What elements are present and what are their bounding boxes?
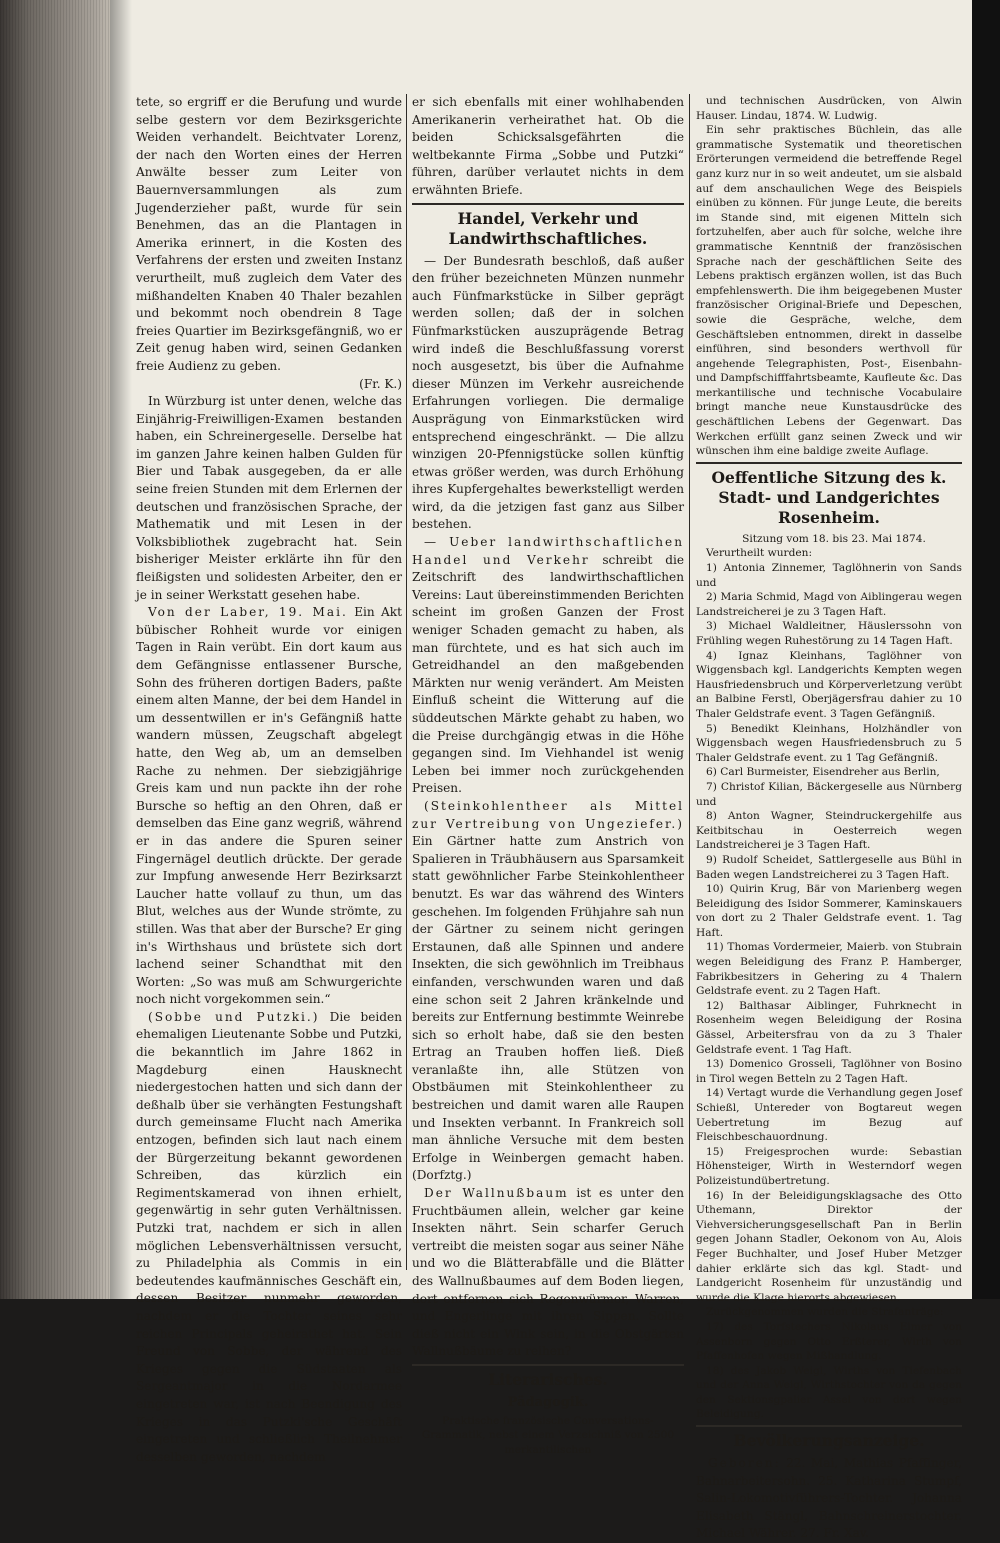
scan-border <box>972 0 1000 1299</box>
column-rule <box>689 94 690 1270</box>
list-item: 16) In der Beleidigungsklagsache des Otto Uthemann, Direktor der Viehversicherungsgesellschaft Pan in Berlin gegen Johann Stadler, Oekonom von Au, Alois Feger Buchhalter, und Josef Huber Metzger dahier erklärte sich das kgl. Stadt- und Landgericht Rosenheim für unzuständig und wurde die Klage hierorts abgewiesen. <box>696 1189 962 1304</box>
book-review: Ein sehr praktisches Büchlein, das alle grammatische Systematik und theoretischen Erörterungen vermeidend die betreffende Regel ganz kurz nur in so weit andeutet, um sie alsbald auf dem anschaulichen Wege des Beispiels einüben zu können. Für junge Leute, die bereits im Stande sind, mit eigenen Mitteln sich fortzuhelfen, aber auch für solche, welche ihre grammatische Kenntniß der französischen Sprache nach der geschäftlichen Seite des Lebens praktisch ergänzen wollen, ist das Buch empfehlenswerth. Die ihm beigegebenen Muster französischer Original-Briefe und Depeschen, sowie die Gespräche, welche, dem Geschäftsleben entnommen, direkt in dasselbe einführen, sind besonders werthvoll für angehende Telegraphisten, Post-, Eisenbahn- und Dampfschifffahrtsbeamte, Kaufleute &c. Das merkantilische und technische Vocabulaire bringt manche neue Kunstausdrücke des geschäftlichen Lebens der Gegenwart. Das Werkchen erfüllt ganz seinen Zweck und wir wünschen ihm eine baldige zweite Auflage. <box>696 124 962 458</box>
list-item: 17) des Torfstechers Nikolaus Eimer von Assenborn gegen Otto Erßterer, Wirth von Pfaffenhofen wegen Mißhandlung. <box>696 1320 962 1363</box>
article-sobbe-putzki <box>136 1009 402 1466</box>
list-item: 9) Rudolf Scheidet, Sattlergeselle aus Bühl in Baden wegen Landstreicherei zu 3 Tagen Haft. <box>696 853 962 881</box>
convicted-label: Verurtheilt wurden: <box>706 547 813 560</box>
list-item: 2) Maria Schmid, Magd von Aiblingerau wegen Landstreicherei je zu 3 Tagen Haft. <box>696 591 962 618</box>
list-item: Zurückgenommen wurden die Strafanträge: <box>706 1306 944 1319</box>
article-text: tete, so ergriff er die Berufung und wurde selbe gestern vor dem Bezirksgerichte Weiden verhandelt. Beichtvater Lorenz, der nach den Worten eines der Herren Anwälte besser zum Leiter von Bauernversammlungen als zum Jugenderzieher paßt, wurde für sein Benehmen, das an die Plantagen in Amerika erinnert, in die Kosten des Verfahrens der ersten und zweiten Instanz verurtheilt, muß zugleich dem Vater des mißhandelten Knaben 40 Thaler bezahlen und bekommt noch obendrein 8 Tage freies Quartier im Bezirksgefängniß, wo er Zeit genug haben wird, seinen Gedanken freie Audienz zu geben. <box>136 95 402 373</box>
section-heading-court: Oeffentliche Sitzung des k. Stadt- und Landgerichtes Rosenheim. <box>711 467 947 527</box>
list-item: 5) Benedikt Kleinhans, Holzhändler von Wiggensbach wegen Hausfriedensbruch zu 5 Thaler Geldstrafe event. zu 1 Tag Gefängniß. <box>696 722 962 764</box>
session-dates: Sitzung vom 18. bis 23. Mai 1874. <box>742 532 926 545</box>
list-item: 12) Balthasar Aiblinger, Fuhrknecht in Rosenheim wegen Beleidigung der Rosina Gässel, Arbeitersfrau von da zu 3 Thaler Geldstrafe event. 1 Tag Haft. <box>696 999 962 1056</box>
list-item: 6) Carl Burmeister, Eisendreher aus Berlin, <box>706 766 940 779</box>
article-text: Die beiden ehemaligen Lieutenante Sobbe und Putzki, die bekanntlich im Jahre 1862 in Magdeburg einen Hausknecht niedergestochen hatten und sich dann der deßhalb über sie verhängten Festungshaft durch gemeinsame Flucht nach Amerika entzogen, befinden sich laut nach einem der Bürgerzeitung bekannt gewordenen Schreiben, das kürzlich ein Regimentskamerad von ihnen erhielt, gegenwärtig in sehr guten Verhältnissen. Putzki trat, nachdem er sich in allen möglichen Lebensverhältnissen versucht, zu Philadelphia als Commis in ein bedeutendes kaufmännisches Geschäft ein, dessen Besitzer nunmehr geworden, nachdem er die Tochter seines sehr reichen Principals geheirathet hat. Sein Freund von Sobbe, der während des Krieges gegen die Südstaaten als Sergeantmajor in die Nordarmee eingetreten war, ist nach Beendigung des Krieges in das Putzki'sche Geschäft eingetreten und schließlich Theilnehmer desselben geworden, nachdem <box>136 1009 402 1464</box>
list-item: 7) Christof Kilian, Bäckergeselle aus Nürnberg und <box>696 780 962 808</box>
article-wuerzburg <box>136 604 402 1009</box>
book-page-edges <box>0 0 118 1299</box>
list-item: 8) Anton Wagner, Steindruckergehilfe aus Keitbitschau in Oesterreich wegen Landstreicherei je 3 Tagen Haft. <box>696 810 962 852</box>
list-item: 1) Antonia Zinnemer, Taglöhnerin von Sands und <box>696 562 962 589</box>
list-item: 11) Thomas Vordermeier, Maierb. von Stubrain wegen Beleidigung des Franz P. Hamberger, Fabrikbesitzers in Gehering zu 4 Thalern Geldstrafe event. zu 2 Tagen Haft. <box>696 941 962 998</box>
list-item: 10) Quirin Krug, Bär von Marienberg wegen Beleidigung des Isidor Sommerer, Kaminskauers von dort zu 2 Thaler Geldstrafe event. 1. Tag Haft. <box>696 883 962 939</box>
column-rule <box>406 94 407 1270</box>
births-text: 22. Mai, Mathias Pfaffinger, Bahnarbeitersohn. 25. Katharina Stumpf, Salin-Lokomotivführers-Tochter. Johanna Elisabeth Stängl, Bahnschreinerstochter. Michael Währer. 27. Fr. Xav. <box>696 1456 962 1541</box>
article-source: (Fr. K.) <box>359 376 402 391</box>
section-heading-literature: Literarisches. <box>488 1369 608 1389</box>
section-heading-population: Bevölkerungsanzeige. <box>733 1431 925 1451</box>
list-item: 18) des Jakob Weigl, Wirths von Tiefenbach und der Anna Weigl, Wirthstochter von da gegen den Sektionsgpalier Assel von dort wegen Beleidigung. <box>696 1364 962 1421</box>
article-lead: — Ueber landwirthschaftlichen Handel und Verkehr <box>412 535 684 567</box>
births-notice <box>696 1455 962 1543</box>
section-divider <box>696 462 962 464</box>
article-walnut <box>412 1185 684 1361</box>
article-text: er sich ebenfalls mit einer wohlhabenden Amerikanerin verheirathet hat. Ob die beiden Schicksalsgefährten die weltbekannte Firma „Sobbe und Putzki“ führen, darüber verlautet nichts in dem erwähnten Briefe. <box>412 95 684 197</box>
article-lead: (Steinkohlentheer als Mittel zur Vertreibung von Ungeziefer.) <box>412 798 684 831</box>
section-divider <box>412 1364 684 1366</box>
article-text: — Der Bundesrath beschloß, daß außer den früher bezeichneten Münzen nunmehr auch Fünfmarkstücke in Silber geprägt werden sollen; daß der in solchen Fünfmarkstücken auszuprägende Betrag wird indeß die Beschlußfassung vorerst noch ausgesetzt, bis über die Aufnahme dieser Münzen im Verkehr ausreichende Erfahrungen vorliegen. Die dermalige Ausprägung von Einmarkstücken wird entsprechend eingeschränkt. — Die allzu winzigen 20-Pfennigstücke sollen künftig etwas größer werden, was durch Erhöhung ihres Kupfergehaltes bewerkstelligt werden wird, da die jetzigen fast ganz aus Silber bestehen. <box>412 253 684 532</box>
list-item: 3) Michael Waldleitner, Häuslerssohn von Frühling wegen Ruhestörung zu 14 Tagen Haft. <box>696 620 962 647</box>
section-divider <box>412 203 684 205</box>
gutter-shadow <box>110 0 132 1299</box>
list-item: 15) Freigesprochen wurde: Sebastian Höhensteiger, Wirth in Westerndorf wegen Polizeistundübertretung. <box>696 1145 962 1187</box>
book-title: Praktische französische Conversations-Grammatik, nebst einem Verzeichniß von 2500 merkantilischen <box>421 1414 675 1456</box>
article-text: Ein Akt bübischer Rohheit wurde vor einigen Tagen in Rain verübt. Ein dort kaum aus dem Gefängnisse entlassener Bursche, Sohn des früheren dortigen Baders, paßte einem alten Manne, der bei dem Handel in um dessentwillen er in's Gefängniß hatte wandern müssen, Zeugschaft abgelegt hatte, den Weg ab, um an demselben Rache zu nehmen. Der siebzigjährige Greis kam und nun packte ihn der rohe Bursche so heftig an den Ohren, daß er demselben das Eine ganz wegriß, während er in das andere die Spuren seiner Fingernägel deutlich drückte. Der gerade zur Impfung anwesende Herr Bezirksarzt Laucher hatte vollauf zu thun, um das Blut, welches aus der Wunde strömte, zu stillen. Was that aber der Bursche? Er ging in's Wirthshaus und brüstete sich dort lachend seiner Schandthat mit den Worten: „So was muß am Schwurgerichte noch nicht vorgekommen sein.“ <box>136 605 402 1007</box>
article-lead: (Sobbe und Putzki.) <box>148 1009 320 1024</box>
article-lead: Von der Laber, 19. Mai. <box>148 605 348 620</box>
article-text: In Würzburg ist unter denen, welche das Einjährig-Freiwilligen-Examen bestanden haben, ein Schreinergeselle. Derselbe hat im ganzen Jahre keinen halben Gulden für Bier und Tabak ausgegeben, da er alle seine freien Stunden mit dem Erlernen der deutschen und französischen Sprache, der Mathematik und mit Lesen in der Volksbibliothek zugebracht hat. Sein bisheriger Meister erklärte ihn für den fleißigsten und solidesten Arbeiter, den er je in seiner Werkstatt gesehen habe. <box>136 394 402 602</box>
article-lead: Der Wallnußbaum <box>424 1186 569 1201</box>
section-heading-trade: Handel, Verkehr und Landwirthschaftliches. <box>448 208 648 248</box>
article-text: ist es unter den Fruchtbäumen allein, welcher gar keine Insekten nährt. Sein scharfer Geruch vertreibt die meisten sogar aus seiner Nähe und wo die Blätterabfälle und die Blätter des Wallnußbaumes auf dem Boden liegen, dort entfernen sich Regenwürmer, Warren, und Engerlinge mit ihren Sippen. Sollte dieß nicht ein Wink sein, in die Obstgärten Wallnußbäume zu reihen? <box>412 1186 684 1359</box>
column-3 <box>696 94 962 1541</box>
article-coal-tar <box>412 798 684 1185</box>
subsection-heading: Pädagogik. <box>507 1394 589 1410</box>
section-divider <box>696 1425 962 1427</box>
list-item: 4) Ignaz Kleinhans, Taglöhner von Wiggensbach kgl. Landgerichts Kempten wegen Hausfriedensbruch und Körperverletzung verübt an Balbine Ferstl, Oberjägersfrau dahier zu 10 Thaler Geldstrafe event. 3 Tagen Gefängniß. <box>696 649 962 720</box>
births-lead: Geboren: <box>708 1456 781 1471</box>
column-2 <box>412 94 684 1456</box>
article-agriculture <box>412 534 684 798</box>
article-text: Ein Gärtner hatte zum Anstrich von Spalieren in Träubhäusern aus Sparsamkeit statt gewöhnlicher Farbe Steinkohlentheer benutzt. Es war das während des Winters geschehen. Im folgenden Frühjahre sah nun der Gärtner zu seinem nicht geringen Erstaunen, daß alle Spinnen und andere Insekten, die sich gewöhnlich im Treibhaus einfanden, verschwunden waren und daß eine schon seit 2 Jahren kränkelnde und bereits zur Entfernung bestimmte Weinrebe sich so erholt habe, daß sie den besten Ertrag an Trauben hoffen ließ. Dieß veranlaßte ihn, alle Stützen von Obstbäumen mit Steinkohlentheer zu bestreichen und damit waren alle Raupen und Insekten verbannt. In Frankreich soll man ähnliche Versuche mit dem besten Erfolge in Weinbergen gemacht haben. <box>412 834 684 1165</box>
list-item: 13) Domenico Grosseli, Taglöhner von Bosino in Tirol wegen Betteln zu 2 Tagen Haft. <box>696 1058 962 1085</box>
court-list <box>696 532 962 1422</box>
article-text: schreibt die Zeitschrift des landwirthschaftlichen Vereins: Laut übereinstimmenden Berichten scheint im großen Ganzen der Frost weniger Schaden gemacht zu haben, als man fürchtete, und es hat sich auch im Getreidhandel an den maßgebenden Märkten nur wenig verändert. Am Meisten Einfluß scheint die Witterung auf die süddeutschen Märkte gehabt zu haben, wo die Preise durchgängig etwas in die Höhe gegangen sind. Im Viehhandel ist wenig Leben bei immer noch zurückgehenden Preisen. <box>412 552 684 796</box>
list-item: 14) Vertagt wurde die Verhandlung gegen Josef Schießl, Untereder von Bogtareut wegen Uebertretung im Bezug auf Fleischbeschauordnung. <box>696 1087 962 1144</box>
column-1 <box>136 94 402 1464</box>
book-title-cont: und technischen Ausdrücken, von Alwin Hauser. Lindau, 1874. W. Ludwig. <box>696 95 962 122</box>
article-source: (Dorfztg.) <box>412 1168 472 1183</box>
